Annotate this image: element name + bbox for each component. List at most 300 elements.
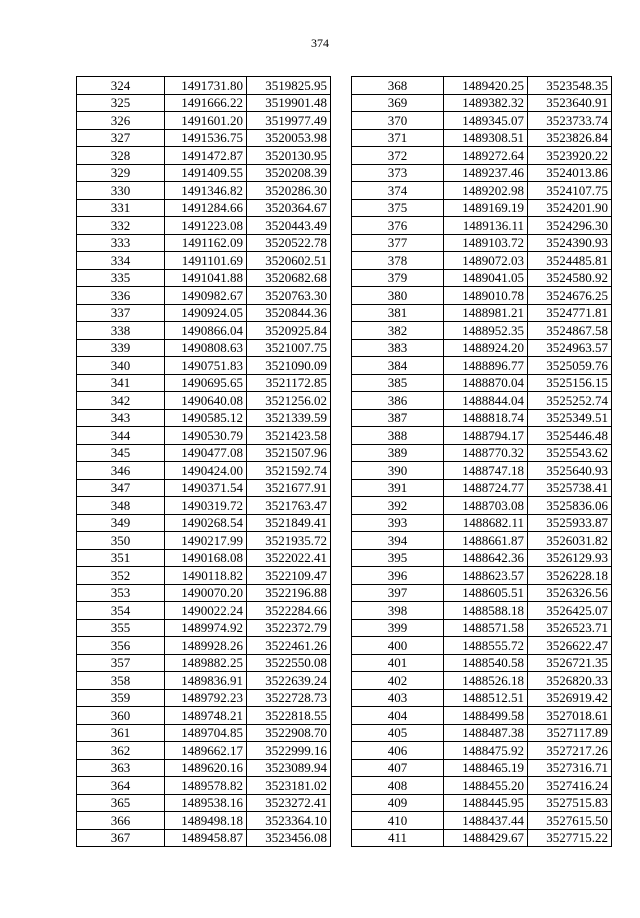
- point-number-cell: 339: [77, 339, 165, 357]
- easting-cell: 1489103.72: [444, 234, 528, 252]
- northing-cell: 3526326.56: [528, 584, 612, 602]
- easting-cell: 1488952.35: [444, 322, 528, 340]
- northing-cell: 3526129.93: [528, 549, 612, 567]
- point-number-cell: 337: [77, 304, 165, 322]
- point-number-cell: 410: [352, 812, 444, 830]
- table-row: [77, 164, 331, 182]
- easting-cell: 1490118.82: [165, 567, 247, 585]
- easting-cell: 1491409.55: [165, 164, 247, 182]
- table-row: [77, 217, 331, 235]
- point-number-cell: 378: [352, 252, 444, 270]
- easting-cell: 1488924.20: [444, 339, 528, 357]
- northing-cell: 3524296.30: [528, 217, 612, 235]
- easting-cell: 1488429.67: [444, 829, 528, 847]
- point-number-cell: 355: [77, 619, 165, 637]
- easting-cell: 1489237.46: [444, 164, 528, 182]
- northing-cell: 3527416.24: [528, 777, 612, 795]
- point-number-cell: 359: [77, 689, 165, 707]
- point-number-cell: 379: [352, 269, 444, 287]
- point-number-cell: 326: [77, 112, 165, 130]
- easting-cell: 1488642.36: [444, 549, 528, 567]
- table-row: [77, 654, 331, 672]
- easting-cell: 1491041.88: [165, 269, 247, 287]
- easting-cell: 1490640.08: [165, 392, 247, 410]
- table-row: [352, 129, 612, 147]
- northing-cell: 3521172.85: [247, 374, 331, 392]
- northing-cell: 3525446.48: [528, 427, 612, 445]
- point-number-cell: 380: [352, 287, 444, 305]
- point-number-cell: 403: [352, 689, 444, 707]
- table-row: [77, 374, 331, 392]
- point-number-cell: 388: [352, 427, 444, 445]
- easting-cell: 1488487.38: [444, 724, 528, 742]
- northing-cell: 3526031.82: [528, 532, 612, 550]
- northing-cell: 3522109.47: [247, 567, 331, 585]
- point-number-cell: 358: [77, 672, 165, 690]
- easting-cell: 1491536.75: [165, 129, 247, 147]
- point-number-cell: 382: [352, 322, 444, 340]
- easting-cell: 1490477.08: [165, 444, 247, 462]
- table-row: [352, 287, 612, 305]
- point-number-cell: 342: [77, 392, 165, 410]
- northing-cell: 3523364.10: [247, 812, 331, 830]
- northing-cell: 3524390.93: [528, 234, 612, 252]
- easting-cell: 1489308.51: [444, 129, 528, 147]
- point-number-cell: 362: [77, 742, 165, 760]
- northing-cell: 3522818.55: [247, 707, 331, 725]
- table-row: [77, 339, 331, 357]
- point-number-cell: 371: [352, 129, 444, 147]
- point-number-cell: 336: [77, 287, 165, 305]
- point-number-cell: 397: [352, 584, 444, 602]
- point-number-cell: 411: [352, 829, 444, 847]
- northing-cell: 3522196.88: [247, 584, 331, 602]
- point-number-cell: 377: [352, 234, 444, 252]
- table-row: [352, 654, 612, 672]
- northing-cell: 3521592.74: [247, 462, 331, 480]
- easting-cell: 1488540.58: [444, 654, 528, 672]
- northing-cell: 3521007.75: [247, 339, 331, 357]
- northing-cell: 3520522.78: [247, 234, 331, 252]
- point-number-cell: 348: [77, 497, 165, 515]
- point-number-cell: 383: [352, 339, 444, 357]
- northing-cell: 3520925.84: [247, 322, 331, 340]
- easting-cell: 1490424.00: [165, 462, 247, 480]
- table-row: [77, 724, 331, 742]
- easting-cell: 1489748.21: [165, 707, 247, 725]
- point-number-cell: 332: [77, 217, 165, 235]
- table-row: [77, 812, 331, 830]
- table-row: [352, 602, 612, 620]
- easting-cell: 1489202.98: [444, 182, 528, 200]
- northing-cell: 3521935.72: [247, 532, 331, 550]
- northing-cell: 3526721.35: [528, 654, 612, 672]
- easting-cell: 1488661.87: [444, 532, 528, 550]
- point-number-cell: 353: [77, 584, 165, 602]
- northing-cell: 3519977.49: [247, 112, 331, 130]
- northing-cell: 3521256.02: [247, 392, 331, 410]
- northing-cell: 3527515.83: [528, 794, 612, 812]
- easting-cell: 1488794.17: [444, 427, 528, 445]
- point-number-cell: 324: [77, 77, 165, 95]
- table-row: [77, 777, 331, 795]
- coordinates-table-left: [76, 76, 331, 847]
- table-row: [352, 742, 612, 760]
- easting-cell: 1489041.05: [444, 269, 528, 287]
- easting-cell: 1488724.77: [444, 479, 528, 497]
- table-row: [352, 777, 612, 795]
- table-row: [77, 322, 331, 340]
- northing-cell: 3523826.84: [528, 129, 612, 147]
- northing-cell: 3522728.73: [247, 689, 331, 707]
- table-row: [352, 724, 612, 742]
- table-row: [77, 287, 331, 305]
- northing-cell: 3519901.48: [247, 94, 331, 112]
- northing-cell: 3523548.35: [528, 77, 612, 95]
- table-row: [352, 322, 612, 340]
- easting-cell: 1488605.51: [444, 584, 528, 602]
- northing-cell: 3521090.09: [247, 357, 331, 375]
- point-number-cell: 399: [352, 619, 444, 637]
- table-row: [77, 129, 331, 147]
- easting-cell: 1489498.18: [165, 812, 247, 830]
- point-number-cell: 408: [352, 777, 444, 795]
- point-number-cell: 398: [352, 602, 444, 620]
- point-number-cell: 367: [77, 829, 165, 847]
- table-row: [77, 252, 331, 270]
- coordinates-table-right: [351, 76, 612, 847]
- northing-cell: 3523089.94: [247, 759, 331, 777]
- table-row: [77, 602, 331, 620]
- northing-cell: 3522284.66: [247, 602, 331, 620]
- table-row: [352, 94, 612, 112]
- northing-cell: 3522999.16: [247, 742, 331, 760]
- northing-cell: 3525836.06: [528, 497, 612, 515]
- easting-cell: 1488623.57: [444, 567, 528, 585]
- easting-cell: 1490070.20: [165, 584, 247, 602]
- easting-cell: 1489620.16: [165, 759, 247, 777]
- point-number-cell: 327: [77, 129, 165, 147]
- table-row: [77, 549, 331, 567]
- easting-cell: 1490319.72: [165, 497, 247, 515]
- easting-cell: 1488555.72: [444, 637, 528, 655]
- point-number-cell: 338: [77, 322, 165, 340]
- table-row: [352, 164, 612, 182]
- table-row: [352, 304, 612, 322]
- table-row: [77, 304, 331, 322]
- point-number-cell: 402: [352, 672, 444, 690]
- point-number-cell: 369: [352, 94, 444, 112]
- easting-cell: 1489010.78: [444, 287, 528, 305]
- easting-cell: 1488703.08: [444, 497, 528, 515]
- easting-cell: 1491162.09: [165, 234, 247, 252]
- northing-cell: 3526919.42: [528, 689, 612, 707]
- easting-cell: 1489836.91: [165, 672, 247, 690]
- easting-cell: 1489704.85: [165, 724, 247, 742]
- point-number-cell: 333: [77, 234, 165, 252]
- northing-cell: 3521763.47: [247, 497, 331, 515]
- table-row: [77, 77, 331, 95]
- point-number-cell: 340: [77, 357, 165, 375]
- easting-cell: 1489538.16: [165, 794, 247, 812]
- northing-cell: 3521339.59: [247, 409, 331, 427]
- table-row: [77, 619, 331, 637]
- northing-cell: 3523920.22: [528, 147, 612, 165]
- point-number-cell: 351: [77, 549, 165, 567]
- easting-cell: 1488437.44: [444, 812, 528, 830]
- table-row: [352, 672, 612, 690]
- northing-cell: 3520286.30: [247, 182, 331, 200]
- point-number-cell: 387: [352, 409, 444, 427]
- point-number-cell: 396: [352, 567, 444, 585]
- table-row: [77, 427, 331, 445]
- easting-cell: 1488445.95: [444, 794, 528, 812]
- point-number-cell: 344: [77, 427, 165, 445]
- northing-cell: 3527217.26: [528, 742, 612, 760]
- northing-cell: 3523456.08: [247, 829, 331, 847]
- table-row: [352, 549, 612, 567]
- easting-cell: 1488682.11: [444, 514, 528, 532]
- northing-cell: 3520053.98: [247, 129, 331, 147]
- northing-cell: 3520208.39: [247, 164, 331, 182]
- northing-cell: 3522908.70: [247, 724, 331, 742]
- easting-cell: 1490530.79: [165, 427, 247, 445]
- table-row: [77, 497, 331, 515]
- table-row: [77, 444, 331, 462]
- easting-cell: 1488747.18: [444, 462, 528, 480]
- table-row: [352, 829, 612, 847]
- point-number-cell: 328: [77, 147, 165, 165]
- easting-cell: 1489272.64: [444, 147, 528, 165]
- easting-cell: 1489928.26: [165, 637, 247, 655]
- table-row: [77, 112, 331, 130]
- point-number-cell: 404: [352, 707, 444, 725]
- table-row: [352, 147, 612, 165]
- point-number-cell: 370: [352, 112, 444, 130]
- easting-cell: 1490808.63: [165, 339, 247, 357]
- table-row: [77, 742, 331, 760]
- point-number-cell: 334: [77, 252, 165, 270]
- table-row: [77, 462, 331, 480]
- northing-cell: 3523181.02: [247, 777, 331, 795]
- northing-cell: 3523640.91: [528, 94, 612, 112]
- table-row: [77, 357, 331, 375]
- northing-cell: 3522461.26: [247, 637, 331, 655]
- point-number-cell: 393: [352, 514, 444, 532]
- table-row: [352, 479, 612, 497]
- northing-cell: 3520602.51: [247, 252, 331, 270]
- point-number-cell: 409: [352, 794, 444, 812]
- table-row: [77, 707, 331, 725]
- table-row: [352, 637, 612, 655]
- northing-cell: 3520844.36: [247, 304, 331, 322]
- northing-cell: 3520130.95: [247, 147, 331, 165]
- easting-cell: 1490585.12: [165, 409, 247, 427]
- table-row: [77, 759, 331, 777]
- easting-cell: 1490217.99: [165, 532, 247, 550]
- table-row: [77, 532, 331, 550]
- table-row: [77, 514, 331, 532]
- table-row: [352, 409, 612, 427]
- northing-cell: 3525349.51: [528, 409, 612, 427]
- table-row: [77, 94, 331, 112]
- northing-cell: 3526622.47: [528, 637, 612, 655]
- northing-cell: 3524013.86: [528, 164, 612, 182]
- easting-cell: 1491223.08: [165, 217, 247, 235]
- northing-cell: 3524201.90: [528, 199, 612, 217]
- easting-cell: 1488896.77: [444, 357, 528, 375]
- point-number-cell: 374: [352, 182, 444, 200]
- point-number-cell: 385: [352, 374, 444, 392]
- easting-cell: 1488465.19: [444, 759, 528, 777]
- point-number-cell: 354: [77, 602, 165, 620]
- easting-cell: 1491284.66: [165, 199, 247, 217]
- table-row: [352, 252, 612, 270]
- northing-cell: 3527715.22: [528, 829, 612, 847]
- table-row: [77, 689, 331, 707]
- point-number-cell: 357: [77, 654, 165, 672]
- point-number-cell: 352: [77, 567, 165, 585]
- table-row: [352, 374, 612, 392]
- point-number-cell: 390: [352, 462, 444, 480]
- table-row: [77, 199, 331, 217]
- table-row: [77, 794, 331, 812]
- easting-cell: 1488770.32: [444, 444, 528, 462]
- easting-cell: 1491472.87: [165, 147, 247, 165]
- point-number-cell: 395: [352, 549, 444, 567]
- table-row: [77, 479, 331, 497]
- easting-cell: 1489345.07: [444, 112, 528, 130]
- easting-cell: 1491346.82: [165, 182, 247, 200]
- easting-cell: 1488571.58: [444, 619, 528, 637]
- point-number-cell: 405: [352, 724, 444, 742]
- point-number-cell: 368: [352, 77, 444, 95]
- table-row: [77, 637, 331, 655]
- easting-cell: 1490751.83: [165, 357, 247, 375]
- easting-cell: 1489420.25: [444, 77, 528, 95]
- northing-cell: 3524867.58: [528, 322, 612, 340]
- easting-cell: 1489792.23: [165, 689, 247, 707]
- table-row: [352, 77, 612, 95]
- point-number-cell: 365: [77, 794, 165, 812]
- northing-cell: 3524771.81: [528, 304, 612, 322]
- easting-cell: 1488818.74: [444, 409, 528, 427]
- easting-cell: 1490982.67: [165, 287, 247, 305]
- easting-cell: 1488526.18: [444, 672, 528, 690]
- northing-cell: 3526820.33: [528, 672, 612, 690]
- easting-cell: 1491731.80: [165, 77, 247, 95]
- northing-cell: 3524580.92: [528, 269, 612, 287]
- point-number-cell: 386: [352, 392, 444, 410]
- northing-cell: 3527018.61: [528, 707, 612, 725]
- northing-cell: 3526425.07: [528, 602, 612, 620]
- easting-cell: 1489882.25: [165, 654, 247, 672]
- table-row: [77, 182, 331, 200]
- point-number-cell: 343: [77, 409, 165, 427]
- easting-cell: 1490924.05: [165, 304, 247, 322]
- northing-cell: 3520364.67: [247, 199, 331, 217]
- easting-cell: 1488844.04: [444, 392, 528, 410]
- easting-cell: 1490695.65: [165, 374, 247, 392]
- easting-cell: 1489578.82: [165, 777, 247, 795]
- table-row: [352, 462, 612, 480]
- northing-cell: 3523272.41: [247, 794, 331, 812]
- northing-cell: 3527117.89: [528, 724, 612, 742]
- point-number-cell: 376: [352, 217, 444, 235]
- easting-cell: 1489974.92: [165, 619, 247, 637]
- northing-cell: 3525738.41: [528, 479, 612, 497]
- northing-cell: 3525252.74: [528, 392, 612, 410]
- point-number-cell: 384: [352, 357, 444, 375]
- point-number-cell: 407: [352, 759, 444, 777]
- northing-cell: 3521849.41: [247, 514, 331, 532]
- northing-cell: 3520763.30: [247, 287, 331, 305]
- table-row: [352, 112, 612, 130]
- point-number-cell: 341: [77, 374, 165, 392]
- northing-cell: 3522022.41: [247, 549, 331, 567]
- table-row: [77, 269, 331, 287]
- easting-cell: 1489662.17: [165, 742, 247, 760]
- easting-cell: 1489382.32: [444, 94, 528, 112]
- point-number-cell: 401: [352, 654, 444, 672]
- table-row: [352, 707, 612, 725]
- table-row: [352, 759, 612, 777]
- table-row: [77, 147, 331, 165]
- table-row: [352, 794, 612, 812]
- easting-cell: 1488499.58: [444, 707, 528, 725]
- easting-cell: 1489072.03: [444, 252, 528, 270]
- point-number-cell: 330: [77, 182, 165, 200]
- table-row: [77, 392, 331, 410]
- northing-cell: 3525156.15: [528, 374, 612, 392]
- northing-cell: 3526228.18: [528, 567, 612, 585]
- table-row: [352, 199, 612, 217]
- northing-cell: 3527615.50: [528, 812, 612, 830]
- northing-cell: 3520443.49: [247, 217, 331, 235]
- northing-cell: 3523733.74: [528, 112, 612, 130]
- point-number-cell: 391: [352, 479, 444, 497]
- easting-cell: 1489458.87: [165, 829, 247, 847]
- point-number-cell: 400: [352, 637, 444, 655]
- northing-cell: 3525933.87: [528, 514, 612, 532]
- easting-cell: 1488870.04: [444, 374, 528, 392]
- table-row: [352, 812, 612, 830]
- table-row: [77, 234, 331, 252]
- northing-cell: 3522550.08: [247, 654, 331, 672]
- northing-cell: 3524676.25: [528, 287, 612, 305]
- easting-cell: 1491666.22: [165, 94, 247, 112]
- point-number-cell: 349: [77, 514, 165, 532]
- table-row: [77, 584, 331, 602]
- point-number-cell: 356: [77, 637, 165, 655]
- point-number-cell: 373: [352, 164, 444, 182]
- easting-cell: 1488512.51: [444, 689, 528, 707]
- table-row: [352, 514, 612, 532]
- northing-cell: 3522639.24: [247, 672, 331, 690]
- table-row: [352, 392, 612, 410]
- northing-cell: 3527316.71: [528, 759, 612, 777]
- point-number-cell: 372: [352, 147, 444, 165]
- table-row: [352, 339, 612, 357]
- northing-cell: 3521507.96: [247, 444, 331, 462]
- table-row: [352, 234, 612, 252]
- northing-cell: 3525059.76: [528, 357, 612, 375]
- point-number-cell: 360: [77, 707, 165, 725]
- table-row: [77, 409, 331, 427]
- point-number-cell: 364: [77, 777, 165, 795]
- table-row: [77, 567, 331, 585]
- northing-cell: 3520682.68: [247, 269, 331, 287]
